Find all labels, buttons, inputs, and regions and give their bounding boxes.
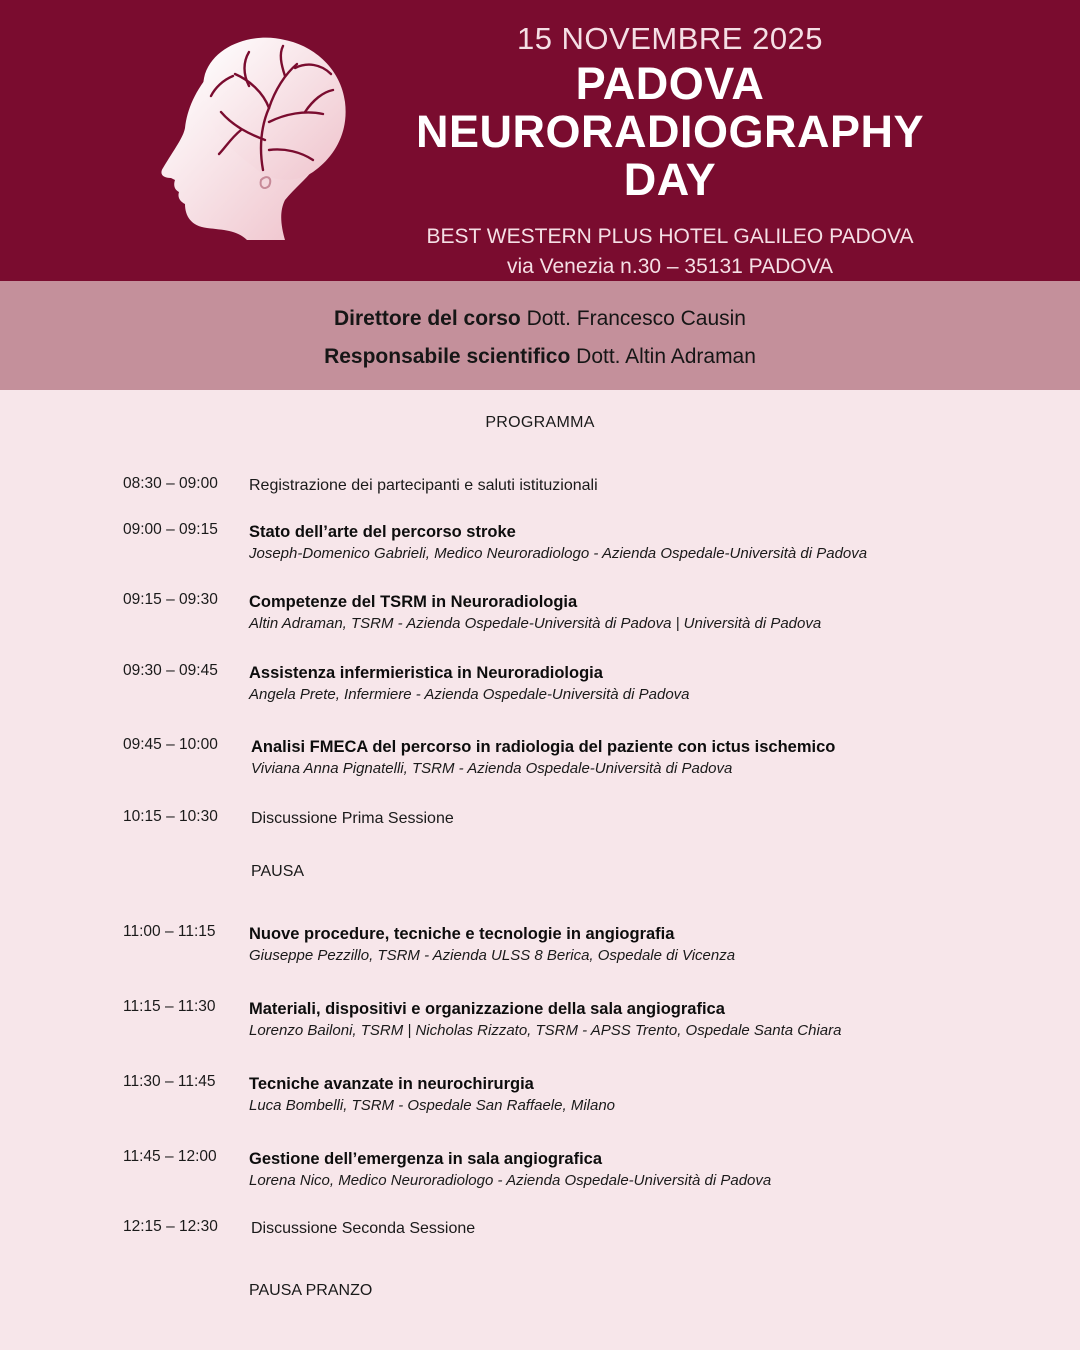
item-time: 08:30 – 09:00 [123, 475, 218, 492]
item-time: 09:45 – 10:00 [123, 736, 218, 753]
item-title: Materiali, dispositivi e organizzazione della sala angiografica [249, 1000, 725, 1018]
item-speaker: Lorenzo Bailoni, TSRM | Nicholas Rizzato, TSRM - APSS Trento, Ospedale Santa Chiara [249, 1022, 842, 1039]
pause-label: PAUSA [251, 863, 305, 880]
item-title: Assistenza infermieristica in Neuroradiologia [249, 664, 603, 682]
item-time: 09:00 – 09:15 [123, 521, 218, 538]
item-speaker: Angela Prete, Infermiere - Azienda Ospedale-Università di Padova [249, 686, 690, 703]
item-time: 12:15 – 12:30 [123, 1218, 218, 1235]
item-speaker: Joseph-Domenico Gabrieli, Medico Neuroradiologo - Azienda Ospedale-Università di Padova [249, 545, 868, 562]
header-text [400, 18, 940, 282]
item-time: 11:30 – 11:45 [123, 1073, 216, 1090]
scientific-label: Responsabile scientifico [324, 345, 571, 368]
credits-band [0, 281, 1080, 390]
item-speaker: Lorena Nico, Medico Neuroradiologo - Azienda Ospedale-Università di Padova [249, 1172, 772, 1189]
item-title: Discussione Seconda Sessione [251, 1220, 476, 1237]
program-heading: PROGRAMMA [485, 414, 595, 431]
item-title: Tecniche avanzate in neurochirurgia [249, 1075, 534, 1093]
event-title-line-3: DAY [623, 154, 717, 205]
item-title: Nuove procedure, tecniche e tecnologie in angiografia [249, 925, 675, 943]
event-header [0, 0, 1080, 281]
item-title: Gestione dell’emergenza in sala angiografica [249, 1150, 603, 1168]
director-name: Dott. Francesco Causin [526, 307, 746, 330]
scientific-name: Dott. Altin Adraman [576, 345, 756, 368]
event-title-line-2: NEURORADIOGRAPHY [415, 106, 925, 157]
item-title: Analisi FMECA del percorso in radiologia del paziente con ictus ischemico [251, 738, 836, 756]
item-speaker: Viviana Anna Pignatelli, TSRM - Azienda Ospedale-Università di Padova [251, 760, 733, 777]
item-title: Discussione Prima Sessione [251, 810, 454, 827]
event-venue: BEST WESTERN PLUS HOTEL GALILEO PADOVA [426, 225, 914, 248]
item-time: 09:15 – 09:30 [123, 591, 218, 608]
item-speaker: Giuseppe Pezzillo, TSRM - Azienda ULSS 8 Berica, Ospedale di Vicenza [249, 947, 736, 964]
item-speaker: Altin Adraman, TSRM - Azienda Ospedale-Università di Padova | Università di Padova [249, 615, 822, 632]
item-time: 11:00 – 11:15 [123, 923, 216, 940]
item-speaker: Luca Bombelli, TSRM - Ospedale San Raffaele, Milano [249, 1097, 616, 1114]
item-time: 11:45 – 12:00 [123, 1148, 217, 1165]
director-line [0, 300, 1080, 338]
item-time: 09:30 – 09:45 [123, 662, 218, 679]
item-title: Registrazione dei partecipanti e saluti istituzionali [249, 477, 598, 494]
lunch-pause-label: PAUSA PRANZO [249, 1282, 373, 1299]
event-title-line-1: PADOVA [575, 58, 765, 109]
item-title: Competenze del TSRM in Neuroradiologia [249, 593, 578, 611]
item-time: 10:15 – 10:30 [123, 808, 218, 825]
item-time: 11:15 – 11:30 [123, 998, 216, 1015]
scientific-line [0, 338, 1080, 376]
head-brain-tree-icon [145, 30, 350, 240]
director-label: Direttore del corso [334, 307, 521, 330]
event-date: 15 NOVEMBRE 2025 [516, 21, 824, 56]
item-title: Stato dell’arte del percorso stroke [249, 523, 516, 541]
event-address: via Venezia n.30 – 35131 PADOVA [506, 255, 834, 278]
